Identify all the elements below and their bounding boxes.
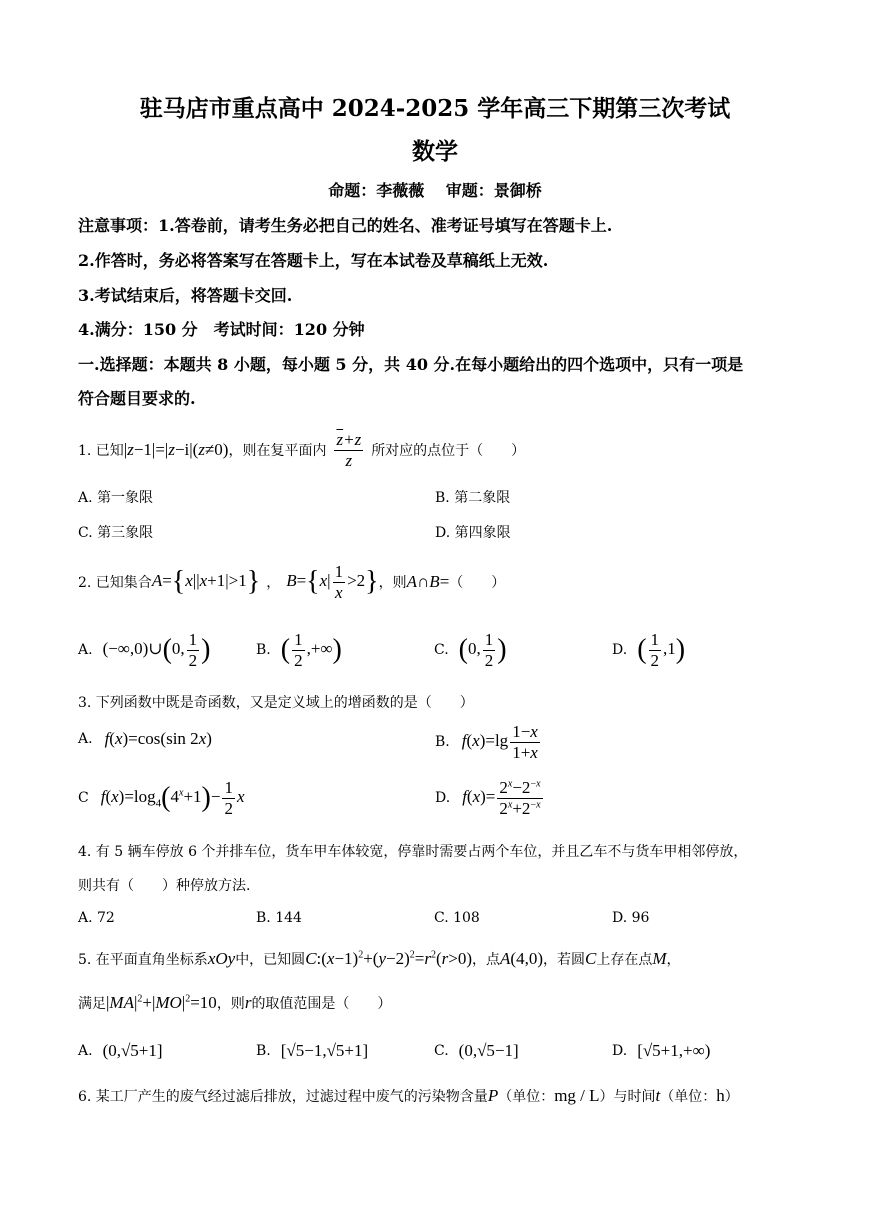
- q6-var-p: P: [487, 1086, 499, 1105]
- q2-option-d: D. ( $\frac{1}{2}$ ,1): [612, 629, 686, 670]
- question-3: 3. 下列函数中既是奇函数，又是定义域上的增函数的是（ ）: [78, 695, 474, 711]
- q1-option-d: D. 第四象限: [435, 525, 511, 541]
- question-5: 5. 在平面直角坐标系 xOy 中，已知圆 $C:(x-1)^2+(y-2)^2=r^2(r>0)$ ，点 A(4,0) ，若圆 C 上存在点 M ，: [78, 949, 681, 968]
- q2-intersection: A∩B=: [406, 572, 450, 591]
- exam-title: 驻马店市重点高中 2024-2025 学年高三下期第三次考试: [139, 95, 731, 122]
- q5-system: xOy: [207, 949, 236, 968]
- note-3: 3.考试结束后，将答题卡交回.: [78, 286, 293, 305]
- q1-middle: ，则在复平面内: [228, 443, 327, 459]
- q5-point-a: A(4,0): [500, 949, 543, 968]
- exam-authors: 命题：李薇薇 审题：景御桥: [328, 181, 542, 200]
- q6-unit-concentration: mg / L: [554, 1086, 600, 1105]
- q1-option-c: C. 第三象限: [78, 525, 154, 541]
- question-4-cont: 则共有（ ）种停放方法.: [78, 878, 251, 894]
- q4-option-a: A. 72: [78, 910, 115, 926]
- q5-condition: $|MA|^2+|MO|^2=10$: [106, 993, 217, 1012]
- q2-suffix: ，则: [378, 575, 407, 591]
- q3-option-a: A. f(x)=cos(sin 2x): [78, 729, 212, 748]
- q2-option-a: A. (−∞,0)∪(0, $\frac{1}{2}$ ): [78, 629, 211, 670]
- question-1: [78, 426, 525, 474]
- q4-option-c: C. 108: [434, 910, 480, 926]
- q6-unit-time: h: [716, 1086, 725, 1105]
- q2-set-a: A={x||x+1|>1}: [151, 566, 261, 597]
- q5-option-d: D. [√5+1,+∞): [612, 1041, 711, 1060]
- q4-option-d: D. 96: [612, 910, 650, 926]
- question-5-cont: 满足 $|MA|^2+|MO|^2=10$ ，则 r 的取值范围是（ ）: [78, 993, 392, 1012]
- q1-fraction: $\frac{\overline{z}+z}{z}$: [336, 429, 362, 470]
- note-2: 2.作答时，务必将答案写在答题卡上，写在本试卷及草稿纸上无效.: [78, 251, 549, 270]
- q1-option-b: B. 第二象限: [435, 490, 511, 506]
- q4-option-b: B. 144: [256, 910, 302, 926]
- q5-option-a: A. (0,√5+1]: [78, 1041, 163, 1060]
- note-4: 4.满分：150 分 考试时间：120 分钟: [78, 320, 365, 339]
- q5-option-b: B. [√5−1,√5+1]: [256, 1041, 369, 1060]
- q6-var-t: t: [655, 1086, 661, 1105]
- q1-prefix: 1. 已知: [78, 443, 124, 459]
- section-heading-cont: 符合题目要求的.: [78, 389, 196, 408]
- exam-subject: 数学: [412, 138, 458, 165]
- q2-prefix: 2. 已知集合: [78, 575, 152, 591]
- q3-option-d: D. f(x)= $\frac{2^x-2^{-x}}{2^x+2^{-x}}$: [435, 777, 541, 818]
- q2-option-b: B. ( $\frac{1}{2}$ ,+∞): [256, 629, 342, 670]
- q2-set-b: B={x| $\frac{1}{x}$ >2}: [286, 561, 379, 602]
- q2-option-c: C. (0, $\frac{1}{2}$ ): [434, 629, 507, 670]
- section-heading: 一.选择题：本题共 8 小题，每小题 5 分，共 40 分.在每小题给出的四个选项中，只有一项是: [78, 355, 744, 374]
- q1-condition: |z−1|=|z−i|(z≠0): [123, 440, 229, 459]
- question-2: 2. 已知集合 A={x||x+1|>1} ， B={x| $\frac{1}{x}$ >2} ，则 A∩B= （ ）: [78, 561, 506, 602]
- q5-option-c: C. (0,√5−1]: [434, 1041, 519, 1060]
- question-4: 4. 有 5 辆车停放 6 个并排车位，货车甲车体较宽，停靠时需要占两个车位，并且乙车不与货车甲相邻停放，: [78, 844, 748, 860]
- q2-tail: （ ）: [449, 575, 506, 591]
- q3-option-c: C $f(x)=\log_4(4^x+1)-$ $\frac{1}{2}$ x: [78, 777, 245, 818]
- question-6: 6. 某工厂产生的废气经过滤后排放，过滤过程中废气的污染物含量 P （单位： mg / L ）与时间 t （单位： h ）: [78, 1086, 739, 1105]
- q3-option-b: B. f(x)=lg $\frac{1-x}{1+x}$: [435, 721, 538, 762]
- note-1: 注意事项：1.答卷前，请考生务必把自己的姓名、准考证号填写在答题卡上.: [78, 216, 613, 235]
- q1-option-a: A. 第一象限: [78, 490, 154, 506]
- q1-suffix: 所对应的点位于（ ）: [371, 443, 526, 459]
- q5-circle: $C:(x-1)^2+(y-2)^2=r^2(r>0)$: [305, 949, 473, 968]
